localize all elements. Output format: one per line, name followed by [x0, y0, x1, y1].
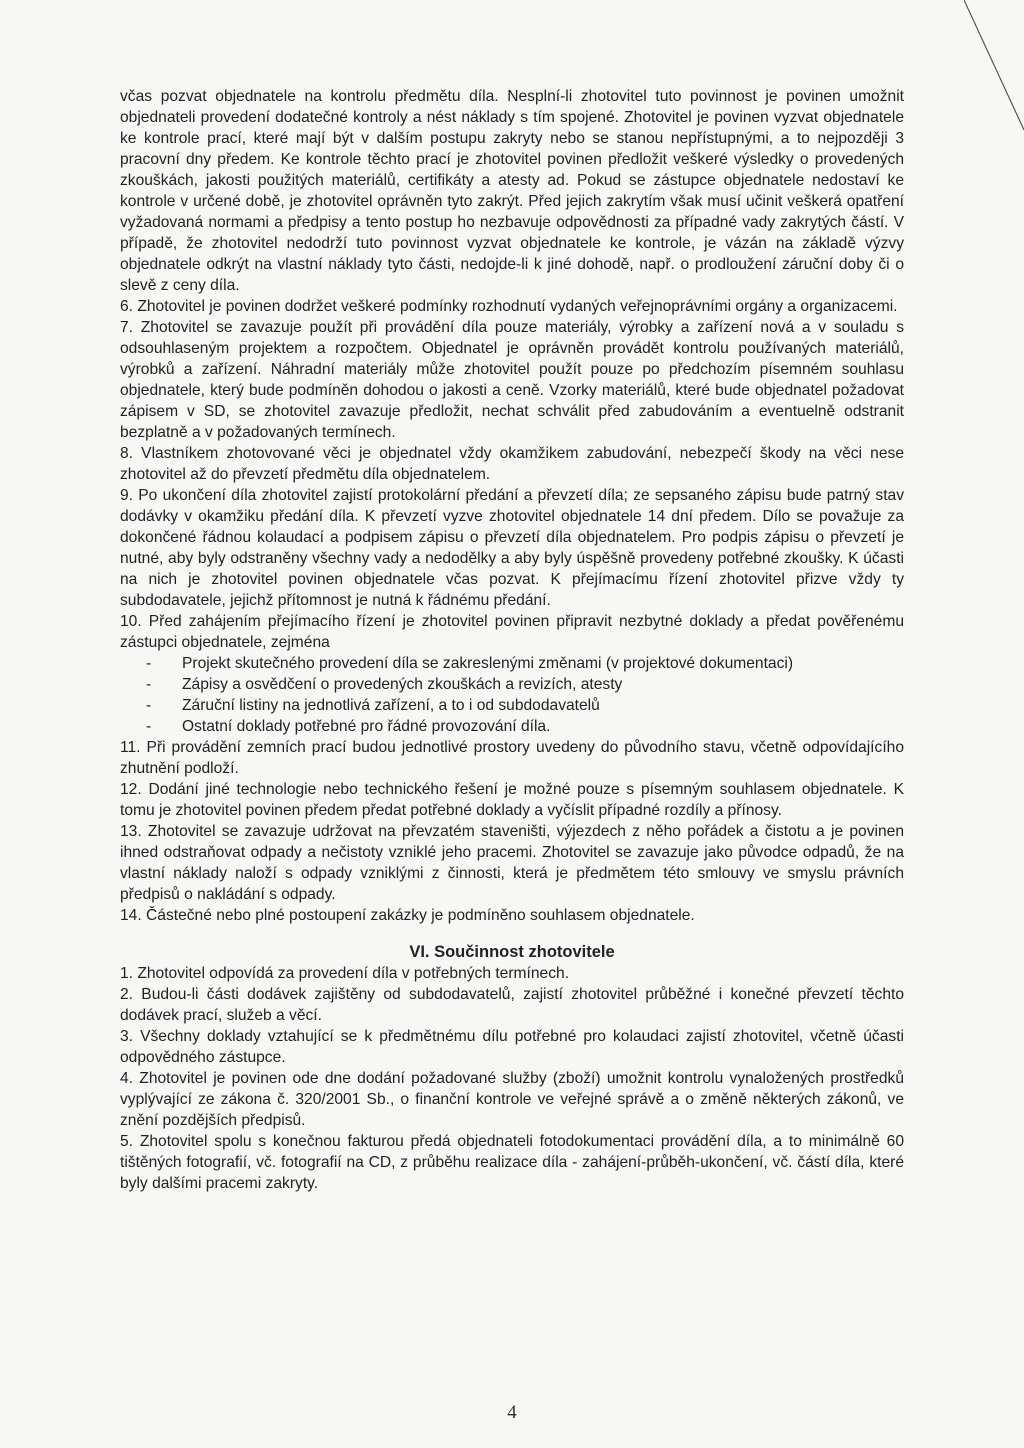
bullet-text: Projekt skutečného provedení díla se zakreslenými změnami (v projektové dokumentaci): [182, 655, 794, 672]
page-number: 4: [507, 1402, 517, 1423]
list-item-10: 10. Před zahájením přejímacího řízení je zhotovitel povinen připravit nezbytné doklady a předat pověřenému zástupci objednatele, zejména: [120, 613, 904, 651]
list-item-11: 11. Při provádění zemních prací budou jednotlivé prostory uvedeny do původního stavu, včetně odpovídajícího zhutnění podloží.: [120, 739, 904, 777]
bullet-text: Ostatní doklady potřebné pro řádné provozování díla.: [182, 718, 551, 735]
required-documents-list: [120, 653, 904, 737]
list-item: [120, 695, 904, 716]
list-item-12: 12. Dodání jiné technologie nebo technického řešení je možné pouze s písemným souhlasem objednatele. K tomu je zhotovitel povinen předem předat potřebné doklady a vyčíslit případné rozdíly a přínosy.: [120, 781, 904, 819]
bullet-dash: -: [146, 655, 152, 672]
section6-item-4: 4. Zhotovitel je povinen ode dne dodání požadované služby (zboží) umožnit kontrolu vynaložených prostředků vyplývající ze zákona č. 320/2001 Sb., o finanční kontrole ve veřejné správě a o změně některých zákonů, ve znění pozdějších předpisů.: [120, 1070, 904, 1129]
bullet-dash: -: [146, 718, 152, 735]
scan-corner-line: [964, 0, 1024, 140]
list-item-13: 13. Zhotovitel se zavazuje udržovat na převzatém staveništi, výjezdech z něho pořádek a čistotu a je povinen ihned odstraňovat odpady a nečistoty vzniklé jeho pracemi. Zhotovitel se zavazuje jako původce odpadů, že na vlastní náklady naloží s odpady vzniklými z činnosti, která je předmětem této smlouvy ve smyslu právních předpisů o nakládání s odpady.: [120, 823, 904, 903]
list-item-14: 14. Částečné nebo plné postoupení zakázky je podmíněno souhlasem objednatele.: [120, 907, 695, 924]
bullet-text: Záruční listiny na jednotlivá zařízení, a to i od subdodavatelů: [182, 697, 600, 714]
section6-item-2: 2. Budou-li části dodávek zajištěny od subdodavatelů, zajistí zhotovitel průběžné i konečné převzetí těchto dodávek prací, služeb a věcí.: [120, 986, 904, 1024]
bullet-dash: -: [146, 676, 152, 693]
document-body: [120, 86, 904, 1194]
list-item-6: 6. Zhotovitel je povinen dodržet veškeré podmínky rozhodnutí vydaných veřejnoprávními orgány a organizacemi.: [120, 298, 898, 315]
section6-item-1: 1. Zhotovitel odpovídá za provedení díla v potřebných termínech.: [120, 965, 570, 982]
bullet-dash: -: [146, 697, 152, 714]
list-item: [120, 653, 904, 674]
list-item-8: 8. Vlastníkem zhotovované věci je objednatel vždy okamžikem zabudování, nebezpečí škody na věci nese zhotovitel až do převzetí předmětu díla objednatelem.: [120, 445, 904, 483]
section6-item-5: 5. Zhotovitel spolu s konečnou fakturou předá objednateli fotodokumentaci provádění díla, a to minimálně 60 tištěných fotografií, vč. fotografií na CD, z průběhu realizace díla - zahájení-průběh-ukončení, vč. částí díla, které byly dalšími pracemi zakryty.: [120, 1133, 904, 1192]
section-heading: VI. Součinnost zhotovitele: [409, 943, 615, 961]
list-item: [120, 674, 904, 695]
intro-paragraph: včas pozvat objednatele na kontrolu předmětu díla. Nesplní-li zhotovitel tuto povinnost je povinen umožnit objednateli provedení dodatečné kontroly a nést náklady s tím spojené. Zhotovitel je povinen vyzvat objednatele ke kontrole prací, které mají být v dalším postupu zakryty nebo se stanou nepřístupnými, a to nejpozději 3 pracovní dny předem. Ke kontrole těchto prací je zhotovitel povinen předložit veškeré výsledky o provedených zkouškách, jakosti použitých materiálů, certifikáty a atesty ad. Pokud se zástupce objednatele nedostaví ke kontrole v určené době, je zhotovitel oprávněn tyto zakrýt. Před jejich zakrytím však musí učinit veškerá opatření vyžadovaná normami a předpisy a tento postup ho nezbavuje odpovědnosti za případné vady zakrytých částí. V případě, že zhotovitel nedodrží tuto povinnost vyzvat objednatele ke kontrole, je vázán na základě výzvy objednatele odkrýt na vlastní náklady tyto části, nedojde-li k jiné dohodě, např. o prodloužení záruční doby či o slevě z ceny díla.: [120, 88, 904, 294]
list-item-7: 7. Zhotovitel se zavazuje použít při provádění díla pouze materiály, výrobky a zařízení nová a v souladu s odsouhlaseným projektem a rozpočtem. Objednatel je oprávněn provádět kontrolu používaných materiálů, výrobků a zařízení. Náhradní materiály může zhotovitel použít pouze po předchozím písemném souhlasu objednatele, který bude podmíněn dohodou o jakosti a ceně. Vzorky materiálů, které bude objednatel požadovat zápisem v SD, se zhotovitel zavazuje předložit, nechat schválit před zabudováním a eventuelně odstranit bezplatně a v požadovaných termínech.: [120, 319, 904, 441]
list-item: [120, 716, 904, 737]
bullet-text: Zápisy a osvědčení o provedených zkouškách a revizích, atesty: [182, 676, 623, 693]
section6-item-3: 3. Všechny doklady vztahující se k předmětnému dílu potřebné pro kolaudaci zajistí zhotovitel, včetně účasti odpovědného zástupce.: [120, 1028, 904, 1066]
list-item-9: 9. Po ukončení díla zhotovitel zajistí protokolární předání a převzetí díla; ze sepsaného zápisu bude patrný stav dodávky v okamžiku předání díla. K převzetí vyzve zhotovitel objednatele 14 dní předem. Dílo se považuje za dokončené řádnou kolaudací a podpisem zápisu o převzetí díla objednatelem. Pro podpis zápisu o převzetí je nutné, aby byly odstraněny všechny vady a nedodělky a aby byly úspěšně provedeny potřebné zkoušky. K účasti na nich je zhotovitel povinen objednatele včas pozvat. K přejímacímu řízení zhotovitel přizve vždy ty subdodavatele, jejichž přítomnost je nutná k řádnému předání.: [120, 487, 904, 609]
